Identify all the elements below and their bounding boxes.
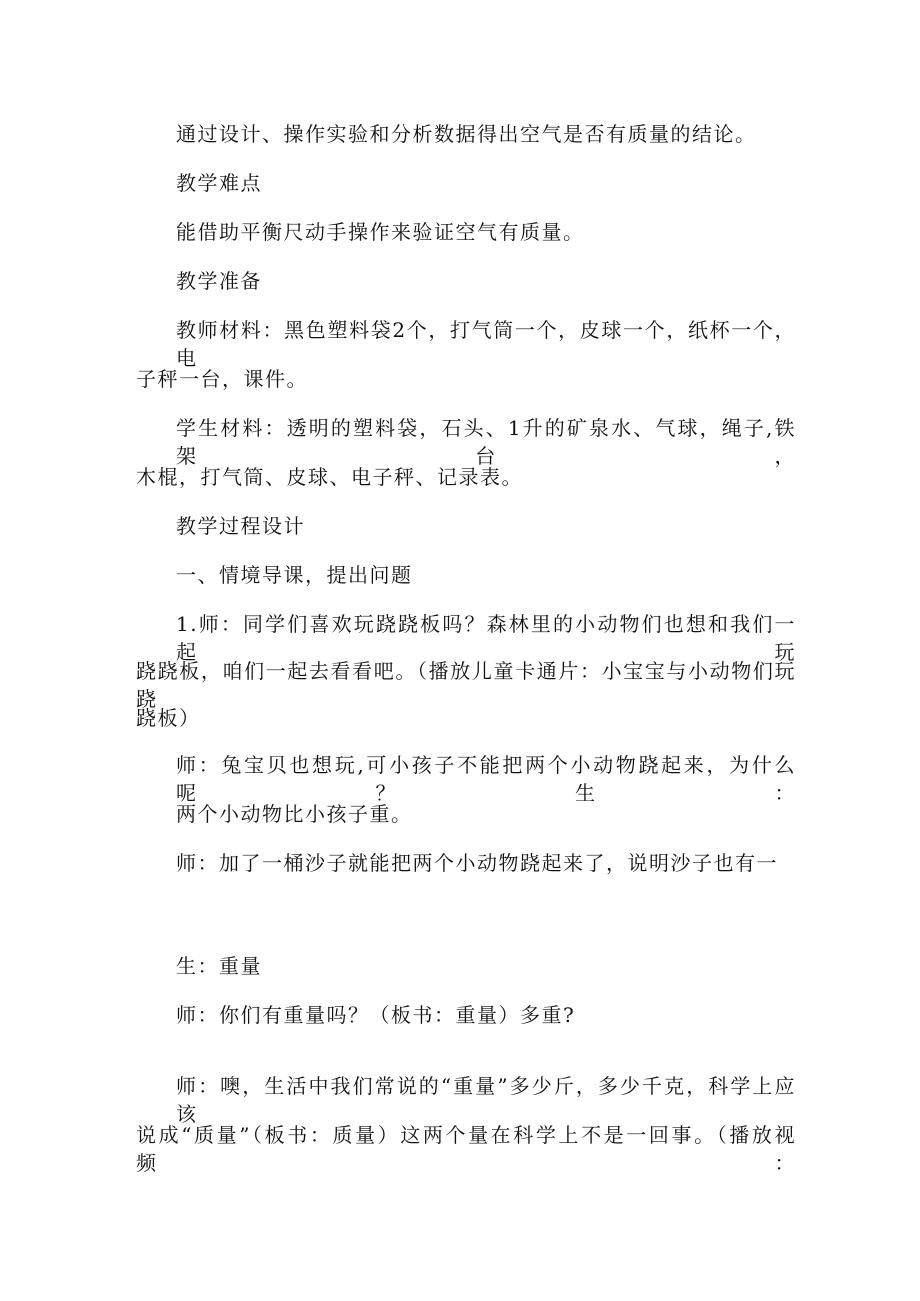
paragraph-line: 师：加了一桶沙子就能把两个小动物跷起来了，说明沙子也有一 — [176, 851, 778, 875]
paragraph-line: 跷板） — [136, 706, 201, 730]
paragraph-line: 教师材料：黑色塑料袋2个，打气筒一个，皮球一个，纸杯一个，电 — [176, 318, 796, 370]
section-heading-difficulty: 教学难点 — [176, 171, 262, 195]
paragraph-line: 跷跷板，咱们一起去看看吧。（播放儿童卡通片：小宝宝与小动物们玩跷 — [136, 659, 796, 711]
paragraph-line: 两个小动物比小孩子重。 — [176, 802, 413, 826]
paragraph-line: 1.师：同学们喜欢玩跷跷板吗？森林里的小动物们也想和我们一起玩 — [176, 612, 796, 664]
paragraph-line: 生：重量 — [176, 954, 262, 978]
paragraph-line: 子秤一台，课件。 — [136, 367, 308, 391]
section-heading-preparation: 教学准备 — [176, 269, 262, 293]
paragraph-line: 能借助平衡尺动手操作来验证空气有质量。 — [176, 220, 585, 244]
section-heading-intro: 一、情境导课，提出问题 — [176, 563, 413, 587]
paragraph-line: 师：兔宝贝也想玩,可小孩子不能把两个小动物跷起来，为什么呢？生： — [176, 753, 796, 805]
paragraph-line: 师：噢，生活中我们常说的“重量”多少斤，多少千克，科学上应该 — [176, 1074, 796, 1126]
paragraph-line: 通过设计、操作实验和分析数据得出空气是否有质量的结论。 — [176, 122, 757, 146]
paragraph-line: 师：你们有重量吗？（板书：重量）多重? — [176, 1003, 576, 1027]
paragraph-line: 木棍，打气筒、皮球、电子秤、记录表。 — [136, 465, 523, 489]
paragraph-line: 学生材料：透明的塑料袋，石头、1升的矿泉水、气球，绳子,铁架台， — [176, 416, 796, 468]
section-heading-process: 教学过程设计 — [176, 514, 305, 538]
paragraph-line: 说成“质量”（板书：质量）这两个量在科学上不是一回事。（播放视频： — [136, 1123, 796, 1175]
